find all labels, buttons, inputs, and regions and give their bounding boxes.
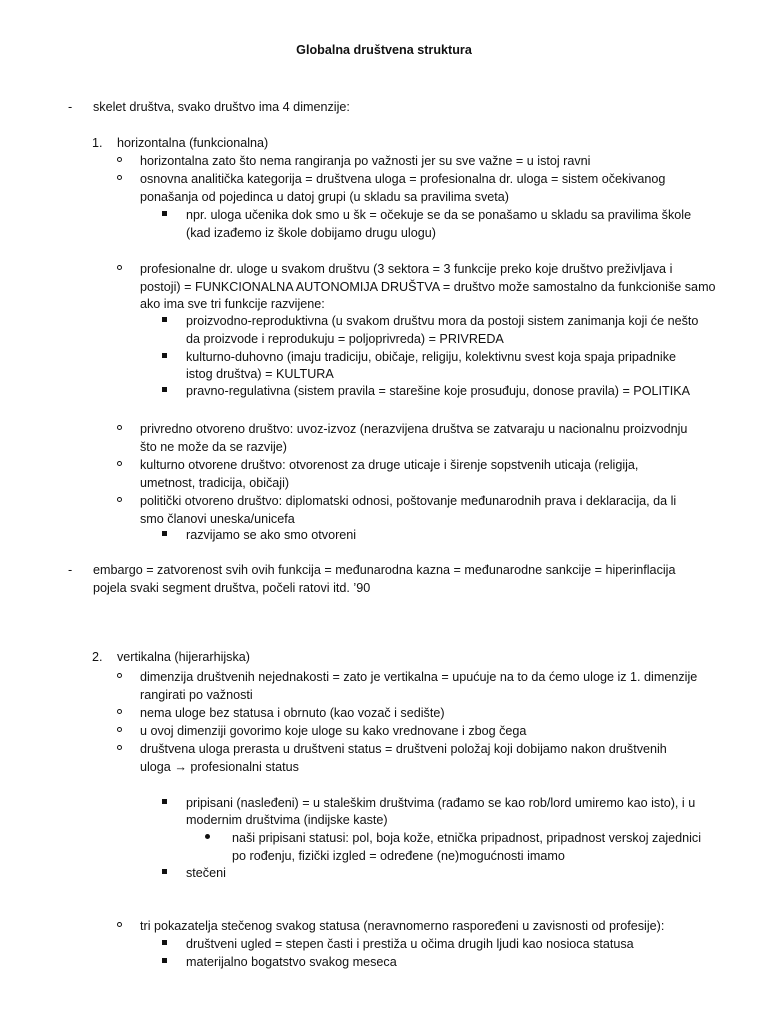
- square-bullet-icon: [162, 869, 167, 874]
- square-bullet-icon: [162, 211, 167, 216]
- square-bullet-icon: [162, 940, 167, 945]
- circle-bullet-icon: [117, 265, 122, 270]
- text-line: društveni ugled = stepen časti i prestiža u očima drugih ljudi kao nosioca statusa: [186, 937, 634, 951]
- square-bullet-icon: [162, 317, 167, 322]
- text-line: embargo = zatvorenost svih ovih funkcija = međunarodna kazna = međunarodne sankcije = hiperinflacija: [93, 563, 676, 577]
- text-line: naši pripisani statusi: pol, boja kože, etnička pripadnost, pripadnost verskoj zajednici: [232, 831, 702, 845]
- text-line: skelet društva, svako društvo ima 4 dimenzije:: [93, 100, 350, 114]
- square-bullet-icon: [162, 958, 167, 963]
- text-line: tri pokazatelja stečenog svakog statusa (neravnomerno raspoređeni u zavisnosti od profesije):: [140, 919, 665, 933]
- text-line: postoji) = FUNKCIONALNA AUTONOMIJA DRUŠTVA = društvo može samostalno da funkcioniše samo: [140, 280, 716, 294]
- circle-bullet-icon: [117, 709, 122, 714]
- text-line: po rođenju, fizički izgled = određene (ne)mogućnosti imamo: [232, 849, 565, 863]
- text-line: razvijamo se ako smo otvoreni: [186, 528, 357, 542]
- text-line: pripisani (nasleđeni) = u staleškim društvima (rađamo se kao rob/lord umiremo kao isto), i u: [186, 796, 696, 810]
- text-line: uloga → profesionalni status: [140, 760, 299, 774]
- text-line: ako ima sve tri funkcije razvijene:: [140, 297, 325, 311]
- text-line: umetnost, tradicija, običaji): [140, 476, 290, 490]
- text-line: pravno-regulativna (sistem pravila = starešine koje prosuđuju, donose pravila) = POLITIKA: [186, 384, 691, 398]
- text-line: horizontalna (funkcionalna): [117, 136, 269, 150]
- text-line: rangirati po važnosti: [140, 688, 253, 702]
- text-line: smo članovi uneska/unicefa: [140, 512, 295, 526]
- text-line: društvena uloga prerasta u društveni status = društveni položaj koji dobijamo nakon društvenih: [140, 742, 667, 756]
- circle-bullet-icon: [117, 461, 122, 466]
- list-number: 1.: [92, 136, 103, 150]
- round-bullet-icon: [205, 834, 210, 839]
- text-line: materijalno bogatstvo svakog meseca: [186, 955, 397, 969]
- circle-bullet-icon: [117, 497, 122, 502]
- text-line: nema uloge bez statusa i obrnuto (kao vozač i sedište): [140, 706, 445, 720]
- text-line: u ovoj dimenziji govorimo koje uloge su kako vrednovane i zbog čega: [140, 724, 527, 738]
- text-line: dimenzija društvenih nejednakosti = zato je vertikalna = upućuje na to da ćemo uloge iz 1. dimenzije: [140, 670, 698, 684]
- text-line: vertikalna (hijerarhijska): [117, 650, 250, 664]
- circle-bullet-icon: [117, 922, 122, 927]
- text-line: što ne može da se razvije): [140, 440, 287, 454]
- square-bullet-icon: [162, 531, 167, 536]
- text-line: stečeni: [186, 866, 226, 880]
- circle-bullet-icon: [117, 425, 122, 430]
- text-line: da proizvode i reprodukuju = poljoprivreda) = PRIVREDA: [186, 332, 504, 346]
- circle-bullet-icon: [117, 673, 122, 678]
- text-line: osnovna analitička kategorija = društvena uloga = profesionalna dr. uloga = sistem očekivanog: [140, 172, 666, 186]
- text-line: profesionalne dr. uloge u svakom društvu (3 sektora = 3 funkcije preko koje društvo preživljava i: [140, 262, 673, 276]
- square-bullet-icon: [162, 353, 167, 358]
- text-line: istog društva) = KULTURA: [186, 367, 334, 381]
- circle-bullet-icon: [117, 157, 122, 162]
- square-bullet-icon: [162, 799, 167, 804]
- document-title: Globalna društvena struktura: [296, 43, 472, 57]
- dash-bullet: -: [68, 100, 73, 114]
- text-line: npr. uloga učenika dok smo u šk = očekuje se da se ponašamo u skladu sa pravilima škole: [186, 208, 692, 222]
- text-line: modernim društvima (indijske kaste): [186, 813, 388, 827]
- circle-bullet-icon: [117, 175, 122, 180]
- list-number: 2.: [92, 650, 103, 664]
- text-line: horizontalna zato što nema rangiranja po važnosti jer su sve važne = u istoj ravni: [140, 154, 591, 168]
- square-bullet-icon: [162, 387, 167, 392]
- text-line: ponašanja od pojedinca u datoj grupi (u skladu sa pravilima sveta): [140, 190, 509, 204]
- text-line: politički otvoreno društvo: diplomatski odnosi, poštovanje međunarodnih prava i deklaracija, da li: [140, 494, 677, 508]
- text-line: kulturno otvorene društvo: otvorenost za druge uticaje i širenje sopstvenih uticaja (religija,: [140, 458, 639, 472]
- text-line: kulturno-duhovno (imaju tradiciju, običaje, religiju, kolektivnu svest koja spaja pripadnike: [186, 350, 677, 364]
- dash-bullet: -: [68, 563, 73, 577]
- circle-bullet-icon: [117, 745, 122, 750]
- text-line: privredno otvoreno društvo: uvoz-izvoz (nerazvijena društva se zatvaraju u nacionalnu proizvodnju: [140, 422, 688, 436]
- text-line: proizvodno-reproduktivna (u svakom društvu mora da postoji sistem zanimanja koji će nešto: [186, 314, 699, 328]
- circle-bullet-icon: [117, 727, 122, 732]
- text-line: pojela svaki segment društva, počeli ratovi itd. ’90: [93, 581, 371, 595]
- text-line: (kad izađemo iz škole dobijamo drugu ulogu): [186, 226, 436, 240]
